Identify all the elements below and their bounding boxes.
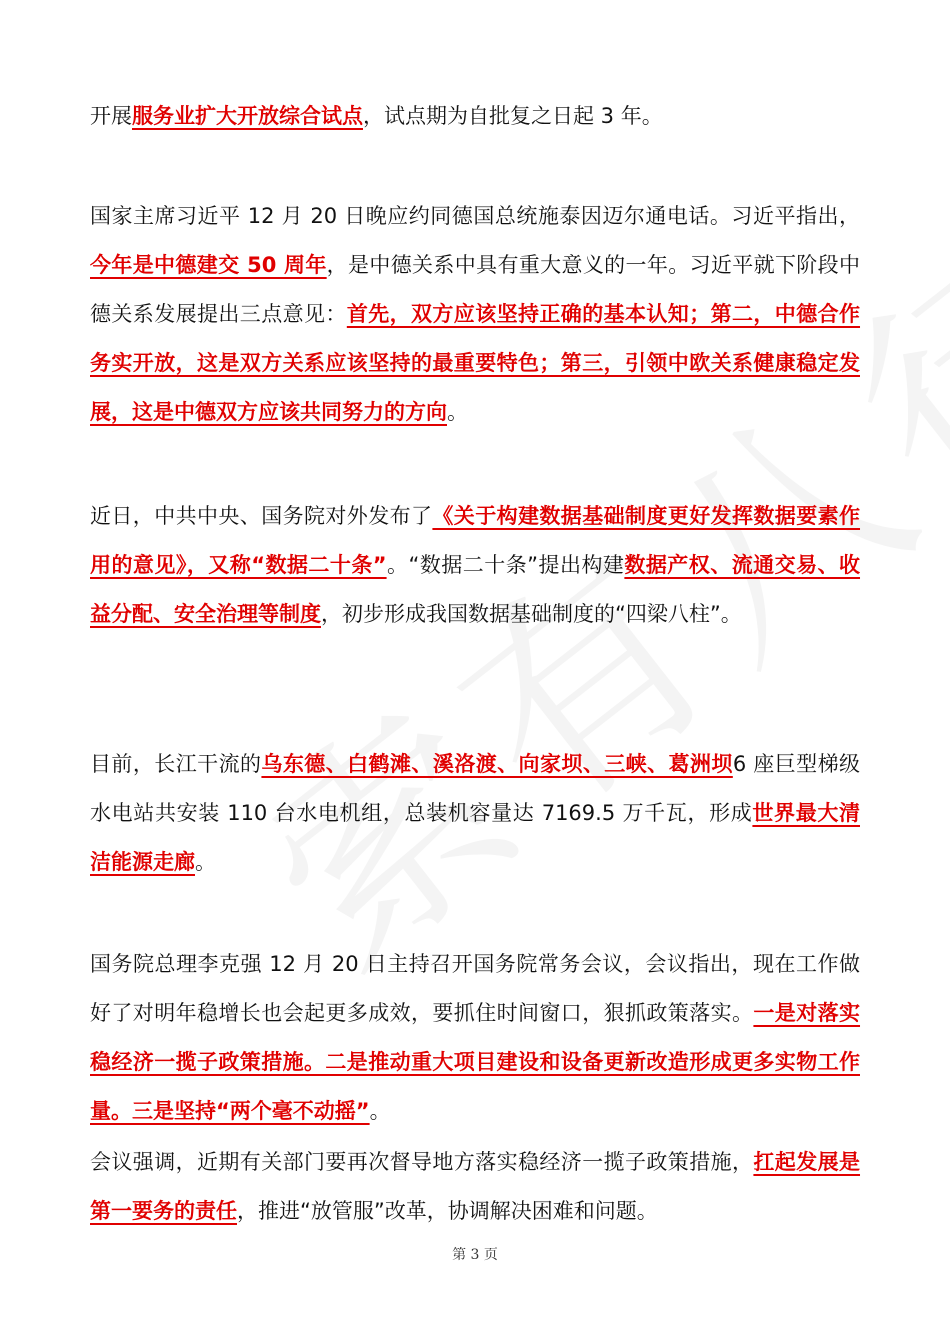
- highlight-text: 《关于构建数据基础制度更好发挥数据要素作用的意见》，又称“数据二十条”: [90, 504, 861, 577]
- paragraph-china-germany-call: 国家主席习近平 12 月 20 日晚应约同德国总统施泰因迈尔通电话。习近平指出，今年是中德建交 50 周年，是中德关系中具有重大意义的一年。习近平就下阶段中德关系发展提出三点意见：首先，双方应该坚持正确的基本认知；第二，中德合作务实开放，这是双方关系应该坚持的最重要特色；第三，引领中欧关系健康稳定发展，这是中德双方应该共同努力的方向。: [90, 204, 861, 424]
- highlight-text: 首先，双方应该坚持正确的基本认知；第二，中德合作务实开放，这是双方关系应该坚持的最重要特色；第三，引领中欧关系健康稳定发展，这是中德双方应该共同努力的方向: [90, 302, 861, 424]
- paragraph-service-pilot: 开展服务业扩大开放综合试点，试点期为自批复之日起 3 年。: [90, 104, 663, 128]
- highlight-text: 今年是中德建交 50 周年: [90, 253, 327, 277]
- highlight-text: 服务业扩大开放综合试点: [132, 104, 363, 128]
- highlight-text: 数据产权、流通交易、收益分配、安全治理等制度: [90, 553, 861, 626]
- page-number: 第 3 页: [452, 1247, 498, 1263]
- highlight-text: 一是对落实稳经济一揽子政策措施。二是推动重大项目建设和设备更新改造形成更多实物工作量。三是坚持“两个毫不动摇”: [90, 1001, 861, 1123]
- highlight-text: 扛起发展是第一要务的责任: [90, 1150, 861, 1223]
- paragraph-state-council-meeting: 国务院总理李克强 12 月 20 日主持召开国务院常务会议，会议指出，现在工作做好了对明年稳增长也会起更多成效，要抓住时间窗口，狠抓政策落实。一是对落实稳经济一揽子政策措施。二是推动重大项目建设和设备更新改造形成更多实物工作量。三是坚持“两个毫不动摇”。: [90, 952, 861, 1123]
- paragraph-meeting-emphasis: 会议强调，近期有关部门要再次督导地方落实稳经济一揽子政策措施，扛起发展是第一要务的责任，推进“放管服”改革，协调解决困难和问题。: [90, 1150, 861, 1223]
- highlight-text: 乌东德、白鹤滩、溪洛渡、向家坝、三峡、葛洲坝: [261, 752, 733, 776]
- paragraph-yangtze-hydropower: 目前，长江干流的乌东德、白鹤滩、溪洛渡、向家坝、三峡、葛洲坝6 座巨型梯级水电站共安装 110 台水电机组，总装机容量达 7169.5 万千瓦，形成世界最大清洁能源走廊。: [90, 752, 860, 874]
- highlight-text: 世界最大清洁能源走廊: [90, 801, 860, 874]
- paragraph-data-twenty-articles: 近日，中共中央、国务院对外发布了《关于构建数据基础制度更好发挥数据要素作用的意见》，又称“数据二十条”。“数据二十条”提出构建数据产权、流通交易、收益分配、安全治理等制度，初步形成我国数据基础制度的“四梁八柱”。: [90, 504, 861, 626]
